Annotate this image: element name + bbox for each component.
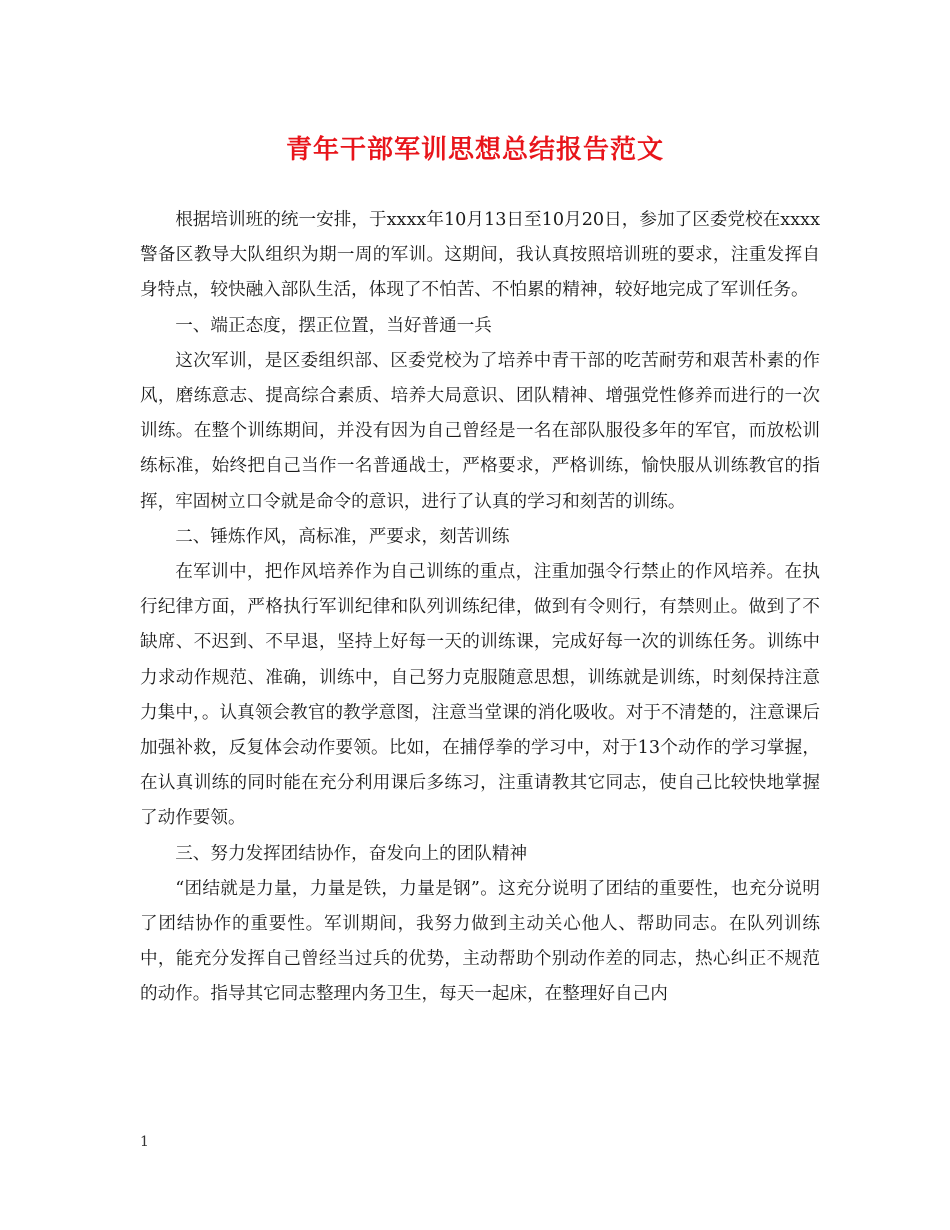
section-heading-2: 二、锤炼作风，高标准，严要求，刻苦训练 xyxy=(175,526,510,547)
paragraph-section-1: 这次军训，是区委组织部、区委党校为了培养中青干部的吃苦耐劳和艰苦朴素的作风，磨练意志、提高综合素质、培养大局意识、团队精神、增强党性修养而进行的一次训练。在整个训练期间，并没有因为自己曾经是一名在部队服役多年的军官，而放松训练标准，始终把自己当作一名普通战士，严格要求，严格训练，愉快服从训练教官的指挥，牢固树立口令就是命令的意识，进行了认真的学习和刻苦的训练。 xyxy=(140,350,820,512)
section-heading-1: 一、端正态度，摆正位置，当好普通一兵 xyxy=(175,315,492,336)
document-title: 青年干部军训思想总结报告范文 xyxy=(285,135,664,165)
paragraph-section-2: 在军训中，把作风培养作为自己训练的重点，注重加强令行禁止的作风培养。在执行纪律方面，严格执行军训纪律和队列训练纪律，做到有令则行，有禁则止。做到了不缺席、不迟到、不早退，坚持上好每一天的训练课，完成好每一次的训练任务。训练中力求动作规范、准确，训练中，自己努力克服随意思想，训练就是训练，时刻保持注意力集中，。认真领会教官的教学意图，注意当堂课的消化吸收。对于不清楚的，注意课后加强补救，反复体会动作要领。比如，在捕俘拳的学习中，对于13个动作的学习掌握，在认真训练的同时能在充分利用课后多练习，注重请教其它同志，使自己比较快地掌握了动作要领。 xyxy=(140,562,820,829)
section-heading-3: 三、努力发挥团结协作，奋发向上的团队精神 xyxy=(175,843,528,864)
paragraph-intro: 根据培训班的统一安排，于xxxx年10月13日至10月20日，参加了区委党校在xxxx警备区教导大队组织为期一周的军训。这期间，我认真按照培训班的要求，注重发挥自身特点，较快融入部队生活，体现了不怕苦、不怕累的精神，较好地完成了军训任务。 xyxy=(140,210,820,301)
document-body xyxy=(140,203,820,1013)
page-number: 1 xyxy=(140,1134,149,1150)
paragraph-section-3: “团结就是力量，力量是铁，力量是钢”。这充分说明了团结的重要性，也充分说明了团结协作的重要性。军训期间，我努力做到主动关心他人、帮助同志。在队列训练中，能充分发挥自己曾经当过兵的优势，主动帮助个别动作差的同志，热心纠正不规范的动作。指导其它同志整理内务卫生，每天一起床，在整理好自己内 xyxy=(140,878,820,1005)
